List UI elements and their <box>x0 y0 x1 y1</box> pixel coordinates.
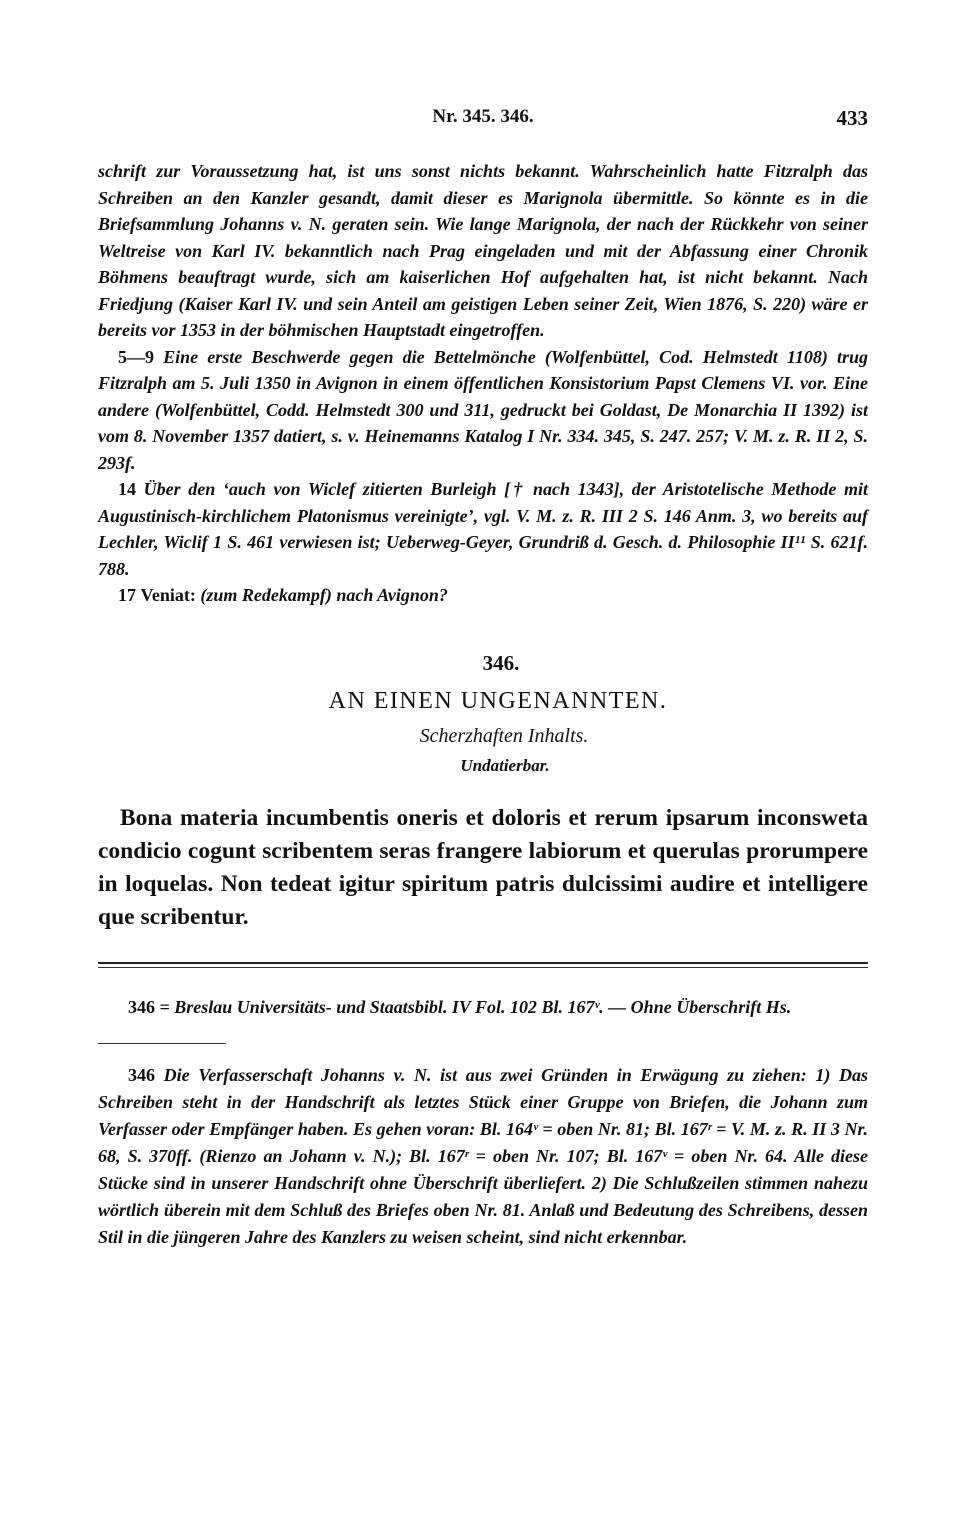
manuscript-apparatus <box>98 994 868 1021</box>
note-text: Über den ‘auch von Wiclef zitierten Burleigh [† nach 1343], der Aristotelische Methode mit Augustinisch-kirchlichem Platonismus vereinigte’, vgl. V. M. z. R. III 2 S. 146 Anm. 3, wo bereits auf Lechler, Wiclif 1 S. 461 verwiesen ist; Ueberweg-Geyer, Grundriß d. Gesch. d. Philosophie II¹¹ S. 621f. 788. <box>98 479 868 579</box>
commentary-entry <box>98 1062 868 1251</box>
note-text: (zum Redekampf) nach Avignon? <box>200 585 448 605</box>
letter-date: Undatierbar. <box>460 755 550 775</box>
note-paragraph-2 <box>98 344 868 477</box>
running-head <box>98 96 868 132</box>
letter-number: 346. <box>482 650 520 675</box>
letter-title: AN EINEN UNGENANNTEN. <box>328 687 668 714</box>
letter-body <box>98 802 868 934</box>
note-line-ref: 5—9 <box>118 346 154 367</box>
letter-subtitle: Scherzhaften Inhalts. <box>419 724 589 747</box>
preceding-notes <box>98 158 868 609</box>
apparatus-entry <box>98 994 868 1021</box>
document-page <box>98 96 868 1251</box>
note-lemma: Veniat: <box>140 585 196 605</box>
note-paragraph-3 <box>98 476 868 582</box>
running-head-title: Nr. 345. 346. <box>432 106 534 127</box>
apparatus-number: 346 <box>128 996 155 1017</box>
letter-text: Bona materia incumbentis oneris et doloris et rerum ipsarum inconsweta condicio cogunt scribentem seras frangere labiorum et querulas prorumpere in loquelas. Non tedeat igitur spiritum patris dulcissimi audire et intelligere que scribentur. <box>98 804 868 930</box>
commentary-text: Die Verfasserschaft Johanns v. N. ist aus zwei Gründen in Erwägung zu ziehen: 1) Das Schreiben steht in der Handschrift als letztes Stück einer Gruppe von Briefen, die Johann zum Verfasser oder Empfänger haben. Es gehen voran: Bl. 164ᵛ = oben Nr. 81; Bl. 167ʳ = V. M. z. R. II 3 Nr. 68, S. 370ff. (Rienzo an Johann v. N.); Bl. 167ʳ = oben Nr. 107; Bl. 167ᵛ = oben Nr. 64. Alle diese Stücke sind in unserer Handschrift ohne Überschrift überliefert. 2) Die Schlußzeilen stimmen nahezu wörtlich überein mit dem Schluß des Briefes oben Nr. 81. Anlaß und Bedeutung des Schreibens, dessen Stil in die jüngeren Jahre des Kanzlers zu weisen scheint, sind nicht erkennbar. <box>98 1064 868 1247</box>
letter-heading <box>98 651 868 776</box>
apparatus-text: = Breslau Universitäts- und Staatsbibl. IV Fol. 102 Bl. 167ᵛ. — Ohne Überschrift Hs. <box>159 996 792 1017</box>
note-line-ref: 14 <box>118 479 136 499</box>
note-line-ref: 17 <box>118 585 136 605</box>
commentary <box>98 1062 868 1251</box>
divider-rule-thin <box>98 967 868 968</box>
note-paragraph-1: schrift zur Voraussetzung hat, ist uns sonst nichts bekannt. Wahrscheinlich hatte Fitzralph das Schreiben an den Kanzler gesandt, damit dieser es Marignola übermittle. So könnte es in die Briefsammlung Johanns v. N. geraten sein. Wie lange Marignola, der nach der Rückkehr von seiner Weltreise von Karl IV. bekanntlich nach Prag eingeladen und mit der Abfassung einer Chronik Böhmens beauftragt wurde, sich am kaiserlichen Hof aufgehalten hat, ist nicht bekannt. Nach Friedjung (Kaiser Karl IV. und sein Anteil am geistigen Leben seiner Zeit, Wien 1876, S. 220) wäre er bereits vor 1353 in der böhmischen Hauptstadt eingetroffen. <box>98 161 868 340</box>
page-number: 433 <box>836 106 868 130</box>
commentary-number: 346 <box>128 1064 155 1085</box>
short-divider-rule <box>98 1043 226 1044</box>
note-paragraph-4 <box>98 582 868 609</box>
divider-rule <box>98 962 868 964</box>
note-text: Eine erste Beschwerde gegen die Bettelmönche (Wolfenbüttel, Cod. Helmstedt 1108) trug Fitzralph am 5. Juli 1350 in Avignon in einem öffentlichen Konsistorium Papst Clemens VI. vor. Eine andere (Wolfenbüttel, Codd. Helmstedt 300 und 311, gedruckt bei Goldast, De Monarchia II 1392) ist vom 8. November 1357 datiert, s. v. Heinemanns Katalog I Nr. 334. 345, S. 247. 257; V. M. z. R. II 2, S. 293f. <box>98 346 868 473</box>
